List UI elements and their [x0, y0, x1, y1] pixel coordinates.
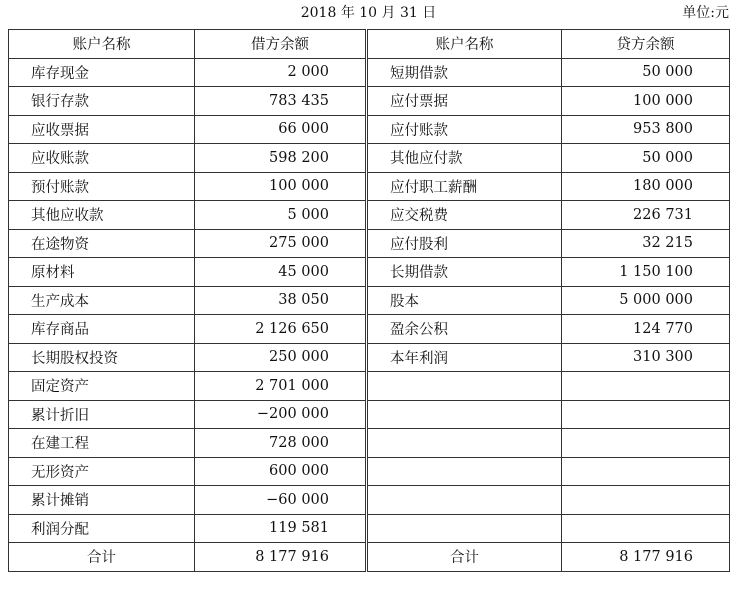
credit-account-name	[367, 457, 562, 486]
debit-account-name: 应收票据	[9, 115, 195, 144]
debit-amount: 250 000	[195, 343, 367, 372]
debit-amount: 100 000	[195, 172, 367, 201]
credit-amount	[562, 514, 730, 543]
table-row	[9, 115, 730, 144]
credit-amount: 32 215	[562, 229, 730, 258]
debit-account-name: 库存现金	[9, 58, 195, 87]
credit-amount: 180 000	[562, 172, 730, 201]
debit-amount: 45 000	[195, 258, 367, 287]
credit-account-name: 应付票据	[367, 87, 562, 116]
credit-amount	[562, 486, 730, 515]
table-row	[9, 486, 730, 515]
credit-amount: 953 800	[562, 115, 730, 144]
credit-account-name: 应交税费	[367, 201, 562, 230]
credit-amount: 1 150 100	[562, 258, 730, 287]
debit-amount: −60 000	[195, 486, 367, 515]
table-row	[9, 87, 730, 116]
debit-account-name: 固定资产	[9, 372, 195, 401]
debit-amount: 119 581	[195, 514, 367, 543]
credit-amount: 50 000	[562, 144, 730, 173]
table-row	[9, 201, 730, 230]
credit-account-name-header: 账户名称	[367, 30, 562, 59]
credit-account-name: 应付账款	[367, 115, 562, 144]
credit-account-name: 其他应付款	[367, 144, 562, 173]
credit-account-name	[367, 486, 562, 515]
credit-account-name: 本年利润	[367, 343, 562, 372]
table-row	[9, 172, 730, 201]
debit-account-name: 其他应收款	[9, 201, 195, 230]
table-row	[9, 286, 730, 315]
credit-account-name	[367, 400, 562, 429]
credit-account-name: 短期借款	[367, 58, 562, 87]
debit-total-amount: 8 177 916	[195, 543, 367, 572]
credit-amount: 100 000	[562, 87, 730, 116]
debit-account-name: 长期股权投资	[9, 343, 195, 372]
debit-account-name: 累计折旧	[9, 400, 195, 429]
debit-account-name: 预付账款	[9, 172, 195, 201]
debit-account-name-header: 账户名称	[9, 30, 195, 59]
debit-account-name: 应收账款	[9, 144, 195, 173]
table-row	[9, 144, 730, 173]
credit-amount	[562, 400, 730, 429]
debit-account-name: 银行存款	[9, 87, 195, 116]
debit-amount: 2 126 650	[195, 315, 367, 344]
table-row	[9, 514, 730, 543]
report-date: 2018 年 10 月 31 日	[300, 5, 437, 21]
debit-balance-header: 借方余额	[195, 30, 367, 59]
currency-unit: 单位:元	[682, 5, 729, 21]
credit-account-name: 应付职工薪酬	[367, 172, 562, 201]
table-row	[9, 429, 730, 458]
debit-amount: 66 000	[195, 115, 367, 144]
debit-amount: 728 000	[195, 429, 367, 458]
table-row	[9, 258, 730, 287]
debit-amount: 2 000	[195, 58, 367, 87]
account-balance-table	[8, 29, 730, 572]
credit-account-name: 长期借款	[367, 258, 562, 287]
report-header	[0, 0, 737, 26]
table-row	[9, 315, 730, 344]
credit-amount: 5 000 000	[562, 286, 730, 315]
credit-account-name: 盈余公积	[367, 315, 562, 344]
debit-amount: 783 435	[195, 87, 367, 116]
credit-account-name: 股本	[367, 286, 562, 315]
debit-amount: 38 050	[195, 286, 367, 315]
debit-amount: 275 000	[195, 229, 367, 258]
credit-amount: 50 000	[562, 58, 730, 87]
credit-account-name	[367, 514, 562, 543]
table-row	[9, 343, 730, 372]
credit-account-name	[367, 429, 562, 458]
table-row	[9, 372, 730, 401]
credit-account-name	[367, 372, 562, 401]
credit-amount	[562, 372, 730, 401]
credit-account-name: 应付股利	[367, 229, 562, 258]
debit-account-name: 利润分配	[9, 514, 195, 543]
credit-total-amount: 8 177 916	[562, 543, 730, 572]
credit-balance-header: 贷方余额	[562, 30, 730, 59]
credit-total-label: 合计	[367, 543, 562, 572]
credit-amount: 310 300	[562, 343, 730, 372]
debit-amount: 5 000	[195, 201, 367, 230]
table-header-row	[9, 30, 730, 59]
debit-amount: −200 000	[195, 400, 367, 429]
debit-account-name: 生产成本	[9, 286, 195, 315]
table-row	[9, 229, 730, 258]
credit-amount: 124 770	[562, 315, 730, 344]
credit-amount	[562, 429, 730, 458]
debit-account-name: 原材料	[9, 258, 195, 287]
table-row	[9, 457, 730, 486]
debit-total-label: 合计	[9, 543, 195, 572]
debit-amount: 600 000	[195, 457, 367, 486]
debit-amount: 2 701 000	[195, 372, 367, 401]
credit-amount: 226 731	[562, 201, 730, 230]
debit-account-name: 累计摊销	[9, 486, 195, 515]
debit-account-name: 无形资产	[9, 457, 195, 486]
table-row	[9, 58, 730, 87]
table-row	[9, 400, 730, 429]
debit-account-name: 库存商品	[9, 315, 195, 344]
debit-amount: 598 200	[195, 144, 367, 173]
totals-row	[9, 543, 730, 572]
table-body	[9, 58, 730, 571]
debit-account-name: 在途物资	[9, 229, 195, 258]
credit-amount	[562, 457, 730, 486]
debit-account-name: 在建工程	[9, 429, 195, 458]
